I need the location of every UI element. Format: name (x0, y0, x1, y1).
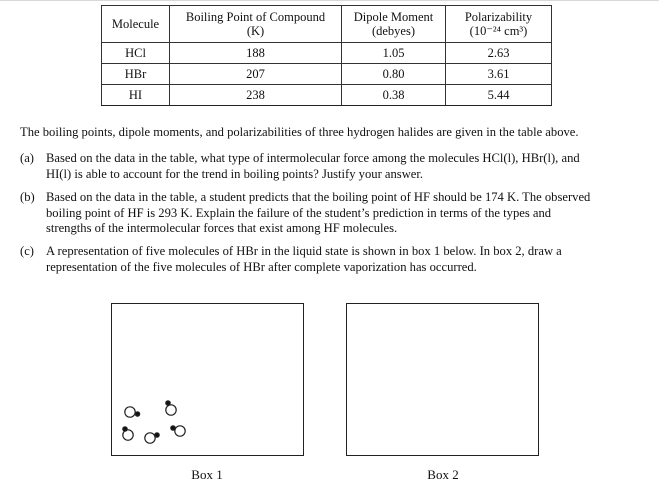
hydrogen-halide-data-table (101, 5, 552, 106)
box-2-label: Box 2 (427, 467, 459, 482)
cell-boiling-point: 238 (170, 85, 342, 106)
cell-polarizability: 2.63 (446, 43, 552, 64)
table-row (102, 43, 552, 64)
header-molecule: Molecule (102, 6, 170, 43)
header-polarizability: Polarizability (10⁻²⁴ cm³) (446, 6, 552, 43)
box-2-vapor (346, 303, 539, 456)
hbr-molecule-icon (171, 426, 185, 436)
intro-paragraph: The boiling points, dipole moments, and polarizabilities of three hydrogen halides are given in the table above. (20, 125, 579, 139)
hbr-molecules-drawing (112, 304, 302, 454)
box-1-liquid (111, 303, 304, 456)
part-label: (b) (20, 190, 35, 204)
hbr-molecule-icon (145, 433, 159, 443)
cell-molecule: HI (102, 85, 170, 106)
cell-boiling-point: 207 (170, 64, 342, 85)
cell-dipole: 0.38 (342, 85, 446, 106)
header-dipole-moment: Dipole Moment (debyes) (342, 6, 446, 43)
box-1-label: Box 1 (191, 467, 223, 482)
table-header-row (102, 6, 552, 43)
part-text: Based on the data in the table, what type of intermolecular force among the molecules HCl(l), HBr(l), and HI(l) is able to account for the trend in boiling points? Justify your answer. (46, 151, 580, 181)
cell-dipole: 1.05 (342, 43, 446, 64)
cell-polarizability: 3.61 (446, 64, 552, 85)
part-label: (c) (20, 244, 34, 258)
cell-molecule: HCl (102, 43, 170, 64)
hbr-molecule-icon (125, 407, 140, 417)
part-label: (a) (20, 151, 34, 165)
part-text: Based on the data in the table, a student predicts that the boiling point of HF should be 174 K. The observed boiling point of HF is 293 K. Explain the failure of the student’s prediction in terms of the types and strengths of the intermolecular forces that exist among HF molecules. (46, 190, 591, 235)
cell-boiling-point: 188 (170, 43, 342, 64)
table-row (102, 85, 552, 106)
top-border-line (0, 0, 659, 1)
part-text: A representation of five molecules of HBr in the liquid state is shown in box 1 below. In box 2, draw a representation of the five molecules of HBr after complete vaporization has occurred. (46, 244, 562, 274)
hbr-molecule-icon (123, 427, 133, 440)
hbr-molecule-icon (166, 401, 176, 415)
table-row (102, 64, 552, 85)
cell-molecule: HBr (102, 64, 170, 85)
header-boiling-point: Boiling Point of Compound (K) (170, 6, 342, 43)
cell-polarizability: 5.44 (446, 85, 552, 106)
cell-dipole: 0.80 (342, 64, 446, 85)
